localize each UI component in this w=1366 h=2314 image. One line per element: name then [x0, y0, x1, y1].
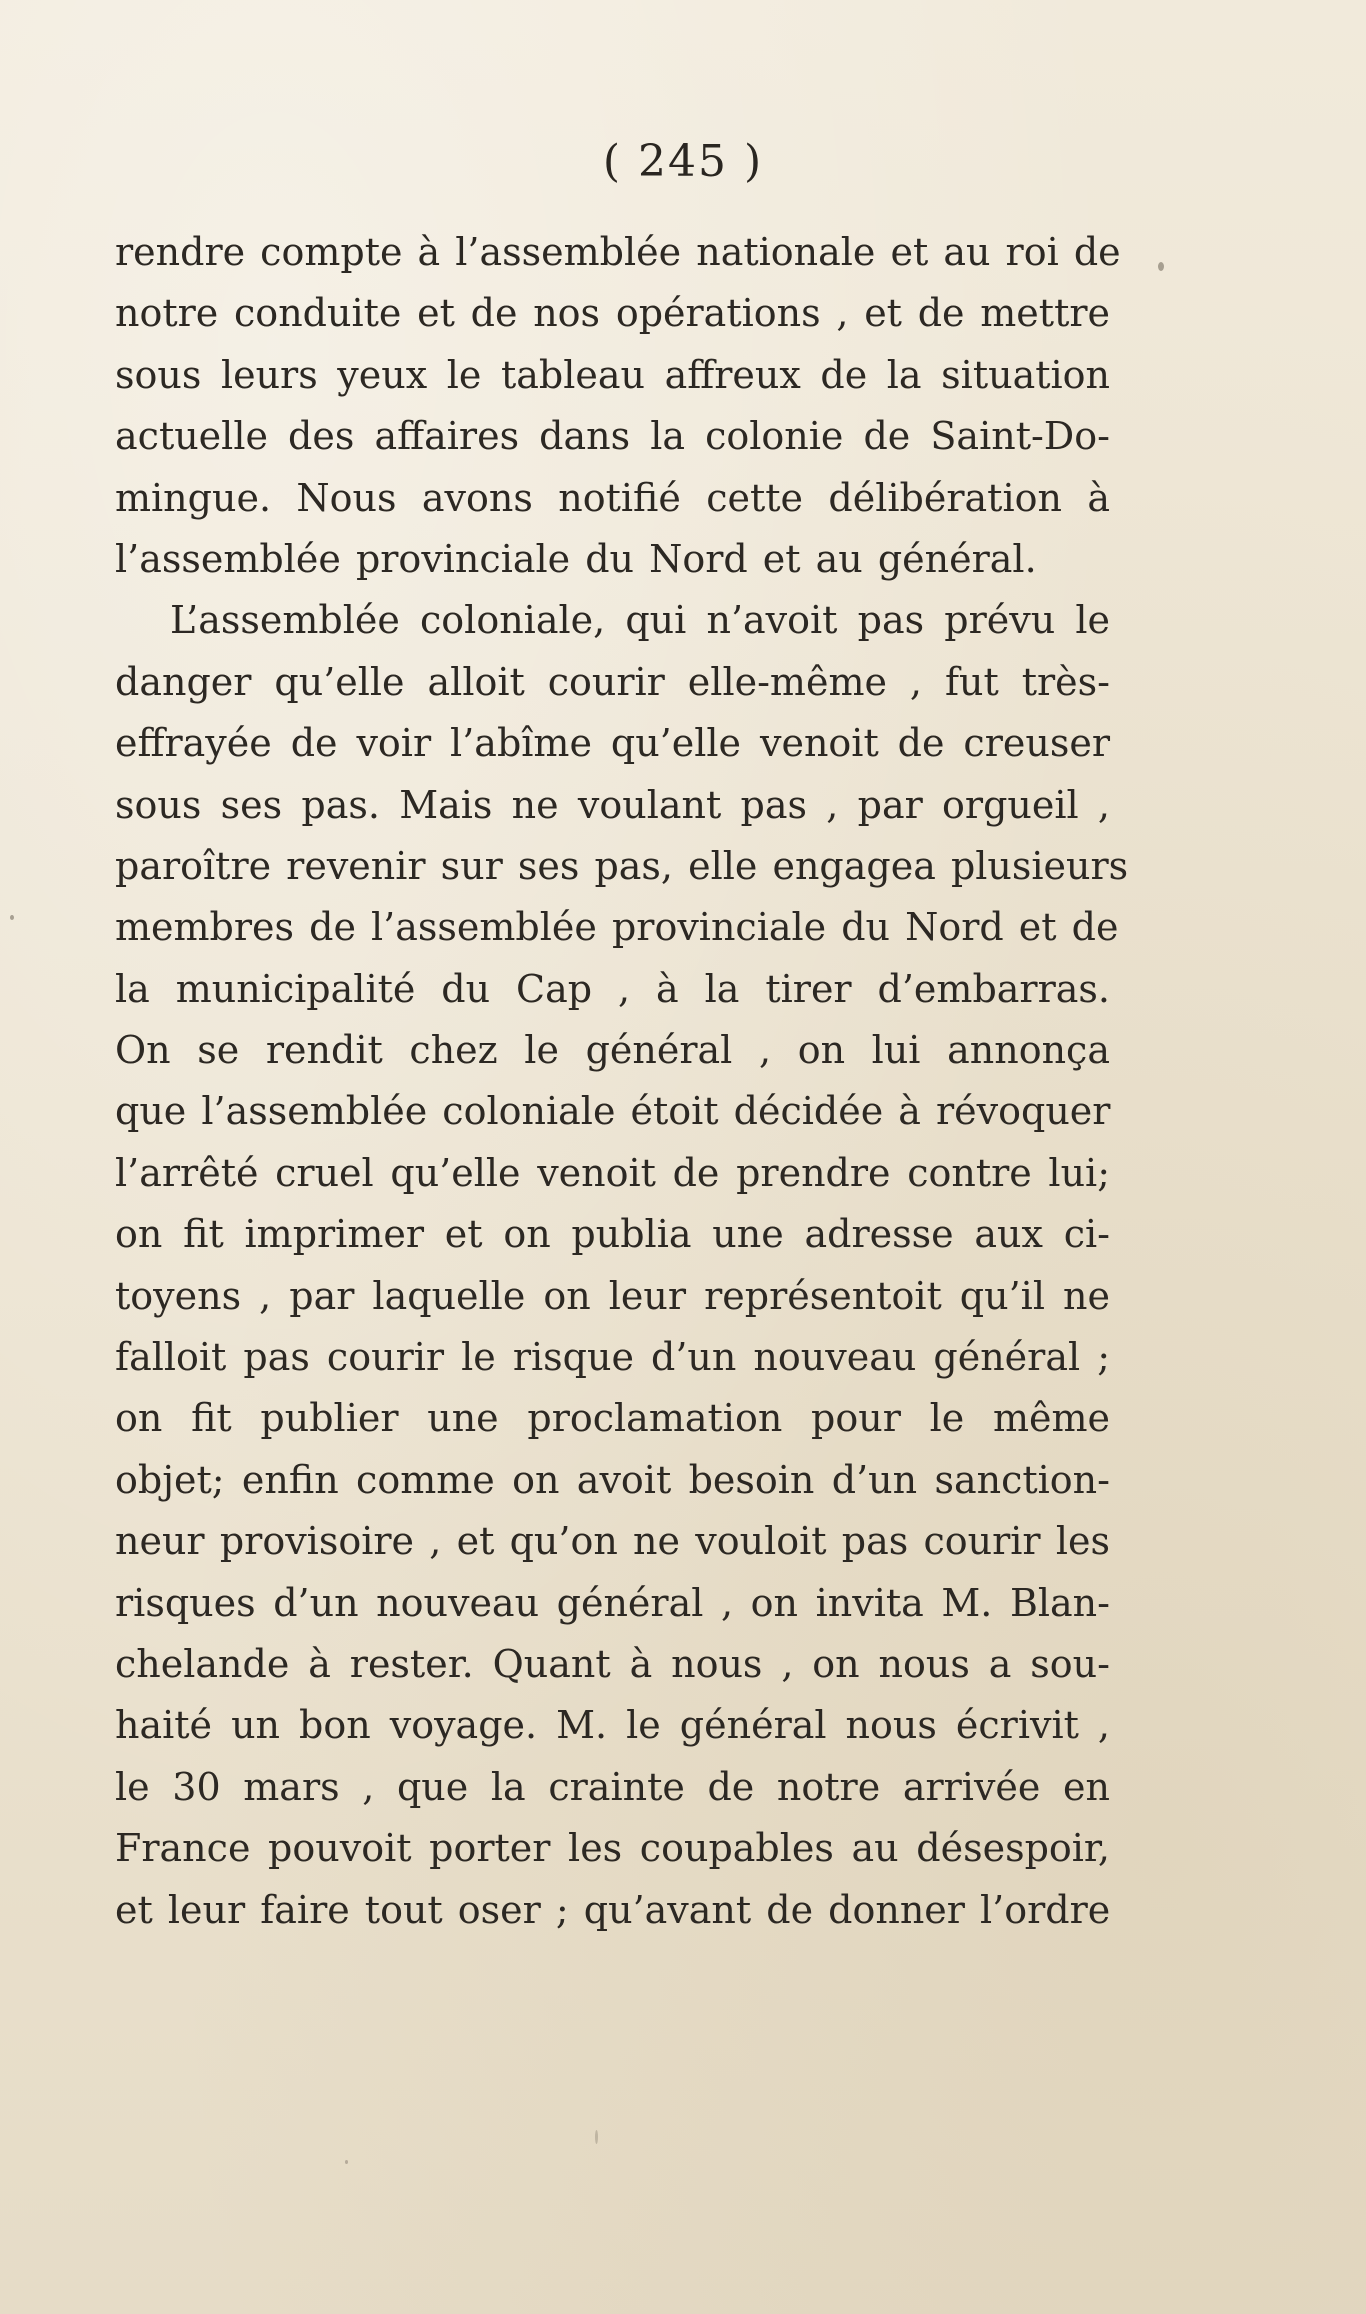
- text-line: mingue. Nous avons notifié cette délibération à: [115, 475, 1110, 520]
- text-line: On se rendit chez le général , on lui annonça: [115, 1028, 1110, 1073]
- text-line: sous ses pas. Mais ne voulant pas , par orgueil ,: [115, 782, 1110, 827]
- paper-speck: [345, 2160, 348, 2164]
- text-line: et leur faire tout oser ; qu’avant de donner l’ordre: [115, 1887, 1111, 1932]
- text-line: objet; enfin comme on avoit besoin d’un sanction-: [115, 1457, 1110, 1502]
- body-text: [115, 222, 1129, 1941]
- paragraph-first-line: L’assemblée coloniale, qui n’avoit pas prévu le: [170, 598, 1110, 643]
- text-line: membres de l’assemblée provinciale du Nord et de: [115, 905, 1119, 950]
- text-line: l’assemblée provinciale du Nord et au général.: [115, 536, 1037, 581]
- paper-speck: [1158, 262, 1164, 271]
- paper-speck: [10, 915, 14, 920]
- text-line: toyens , par laquelle on leur représentoit qu’il ne: [115, 1273, 1110, 1318]
- text-line: neur provisoire , et qu’on ne vouloit pas courir les: [115, 1519, 1110, 1564]
- text-line: France pouvoit porter les coupables au désespoir,: [115, 1826, 1110, 1871]
- text-line: la municipalité du Cap , à la tirer d’embarras.: [115, 966, 1110, 1011]
- text-line: haité un bon voyage. M. le général nous écrivit ,: [115, 1703, 1110, 1748]
- paper-speck: [595, 2130, 598, 2144]
- text-line: sous leurs yeux le tableau affreux de la situation: [115, 352, 1110, 397]
- text-line: effrayée de voir l’abîme qu’elle venoit de creuser: [115, 721, 1110, 766]
- text-line: paroître revenir sur ses pas, elle engagea plusieurs: [115, 843, 1129, 888]
- text-line: danger qu’elle alloit courir elle-même , fut très-: [115, 659, 1110, 704]
- text-line: risques d’un nouveau général , on invita M. Blan-: [115, 1580, 1110, 1625]
- text-line: chelande à rester. Quant à nous , on nous a sou-: [115, 1641, 1110, 1686]
- text-line: falloit pas courir le risque d’un nouveau général ;: [115, 1335, 1110, 1380]
- text-line: actuelle des affaires dans la colonie de Saint-Do-: [115, 414, 1110, 459]
- text-line: on fit imprimer et on publia une adresse aux ci-: [115, 1212, 1110, 1257]
- text-line: rendre compte à l’assemblée nationale et au roi de: [115, 230, 1121, 274]
- text-line: que l’assemblée coloniale étoit décidée à révoquer: [115, 1089, 1111, 1134]
- text-line: on fit publier une proclamation pour le même: [115, 1396, 1110, 1441]
- text-line: notre conduite et de nos opérations , et de mettre: [115, 291, 1110, 336]
- text-line: le 30 mars , que la crainte de notre arrivée en: [115, 1764, 1110, 1809]
- text-line: l’arrêté cruel qu’elle venoit de prendre contre lui;: [115, 1150, 1110, 1195]
- page-number: ( 245 ): [602, 136, 764, 187]
